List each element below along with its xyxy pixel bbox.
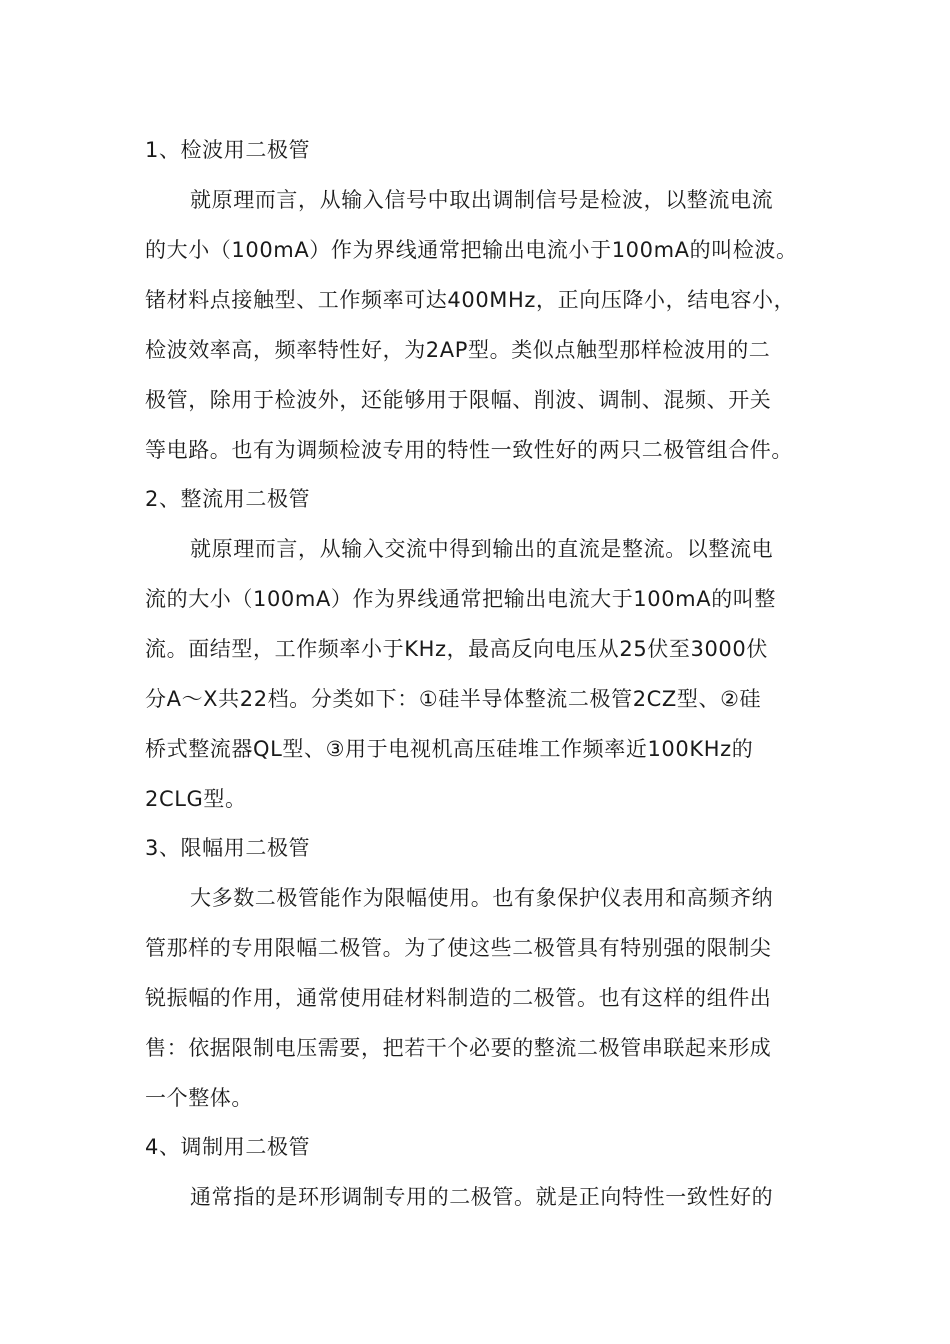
section-heading: 3、限幅用二极管 [145, 836, 311, 860]
paragraph-line: 锗材料点接触型、工作频率可达400MHz，正向压降小，结电容小， [145, 288, 796, 312]
paragraph-line: 桥式整流器QL型、③用于电视机高压硅堆工作频率近100KHz的 [145, 737, 754, 761]
paragraph-line: 就原理而言，从输入信号中取出调制信号是检波，以整流电流 [190, 188, 774, 212]
paragraph-line: 就原理而言，从输入交流中得到输出的直流是整流。以整流电 [190, 537, 774, 561]
paragraph-line: 大多数二极管能作为限幅使用。也有象保护仪表用和高频齐纳 [190, 886, 774, 910]
paragraph-line: 分A～X共22档。分类如下：①硅半导体整流二极管2CZ型、②硅 [145, 687, 762, 711]
section-heading: 1、检波用二极管 [145, 138, 311, 162]
paragraph-line: 极管，除用于检波外，还能够用于限幅、削波、调制、混频、开关 [145, 388, 772, 412]
paragraph-line: 流。面结型，工作频率小于KHz，最高反向电压从25伏至3000伏 [145, 637, 768, 661]
paragraph-line: 的大小（100mA）作为界线通常把输出电流小于100mA的叫检波。 [145, 238, 798, 262]
paragraph-line: 等电路。也有为调频检波专用的特性一致性好的两只二极管组合件。 [145, 438, 793, 462]
section-heading: 2、整流用二极管 [145, 487, 311, 511]
paragraph-line: 2CLG型。 [145, 787, 247, 811]
paragraph-line: 管那样的专用限幅二极管。为了使这些二极管具有特别强的限制尖 [145, 936, 772, 960]
section-heading: 4、调制用二极管 [145, 1135, 311, 1159]
paragraph-line: 通常指的是环形调制专用的二极管。就是正向特性一致性好的 [190, 1185, 774, 1209]
paragraph-line: 售：依据限制电压需要，把若干个必要的整流二极管串联起来形成 [145, 1036, 772, 1060]
paragraph-line: 一个整体。 [145, 1086, 253, 1110]
paragraph-line: 流的大小（100mA）作为界线通常把输出电流大于100mA的叫整 [145, 587, 777, 611]
paragraph-line: 检波效率高，频率特性好，为2AP型。类似点触型那样检波用的二 [145, 338, 771, 362]
paragraph-line: 锐振幅的作用，通常使用硅材料制造的二极管。也有这样的组件出 [145, 986, 772, 1010]
